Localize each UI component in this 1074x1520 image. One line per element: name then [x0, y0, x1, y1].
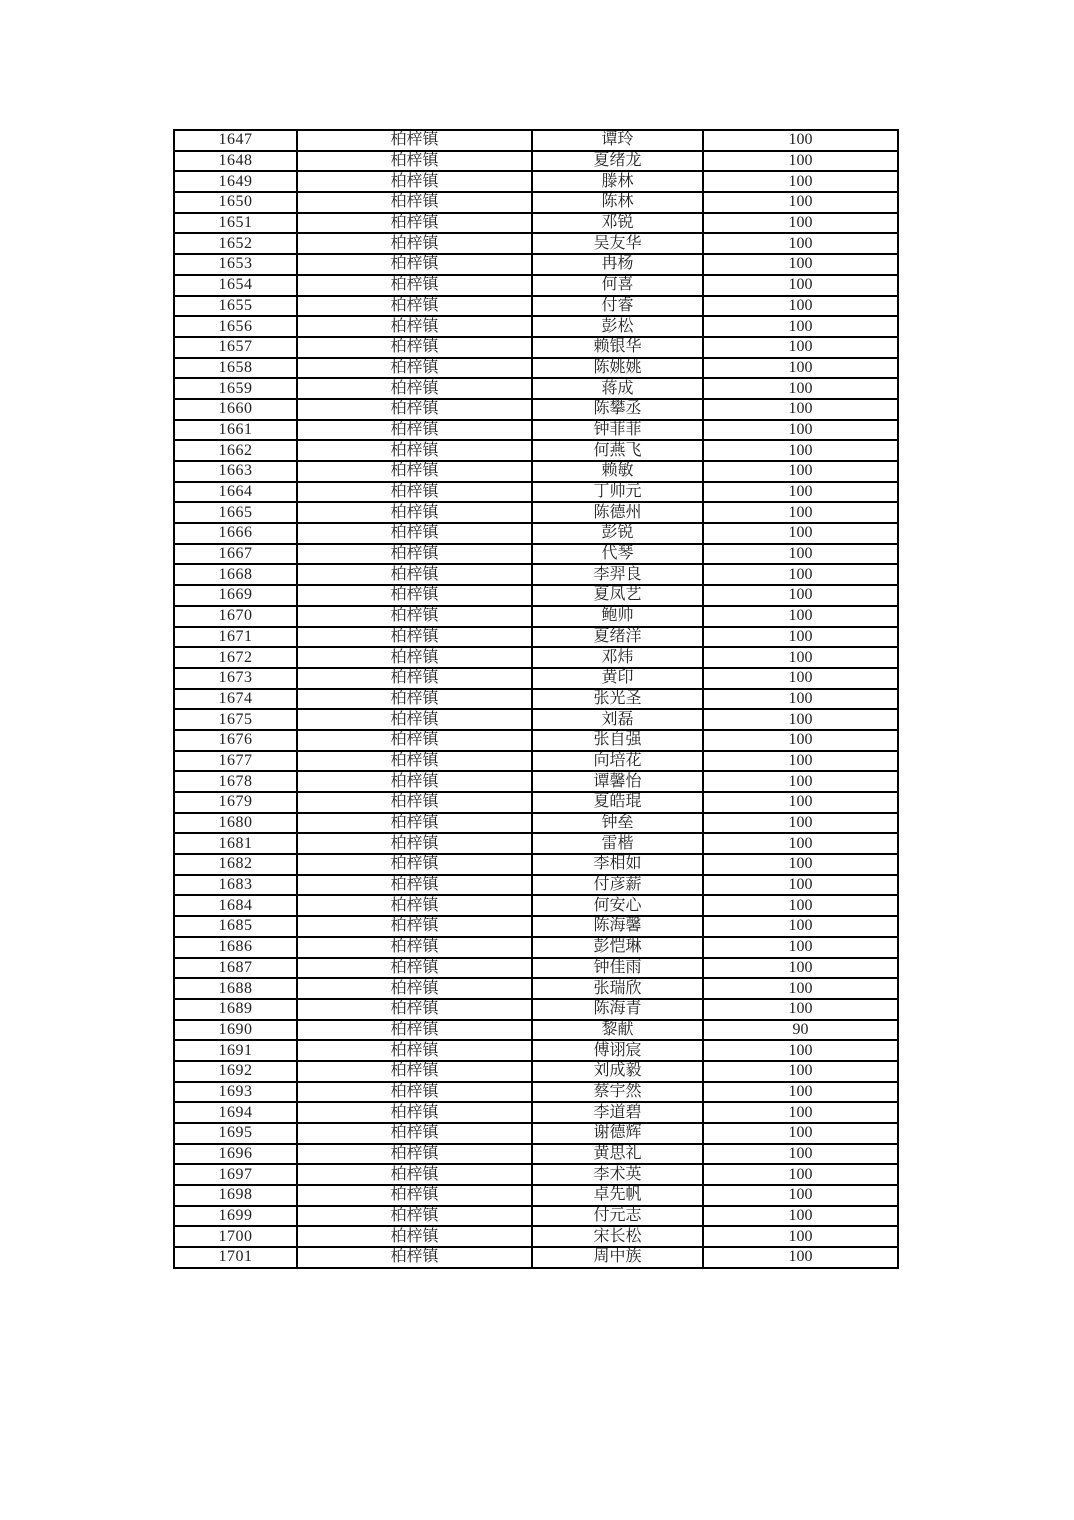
- name-cell: 邓锐: [532, 213, 703, 234]
- table-row: [174, 1164, 898, 1185]
- serial-cell: 1701: [174, 1247, 297, 1268]
- table-row: [174, 171, 898, 192]
- serial-cell: 1649: [174, 171, 297, 192]
- table-row: [174, 275, 898, 296]
- serial-cell: 1699: [174, 1206, 297, 1227]
- name-cell: 吴友华: [532, 233, 703, 254]
- serial-cell: 1658: [174, 358, 297, 379]
- name-cell: 滕林: [532, 171, 703, 192]
- score-cell: 100: [703, 647, 898, 668]
- name-cell: 陈林: [532, 192, 703, 213]
- town-cell: 柏梓镇: [297, 771, 532, 792]
- name-cell: 付睿: [532, 296, 703, 317]
- name-cell: 雷楷: [532, 833, 703, 854]
- name-cell: 李术英: [532, 1164, 703, 1185]
- serial-cell: 1676: [174, 730, 297, 751]
- score-cell: 100: [703, 151, 898, 172]
- score-cell: 100: [703, 1247, 898, 1268]
- serial-cell: 1653: [174, 254, 297, 275]
- table-row: [174, 254, 898, 275]
- table-row: [174, 647, 898, 668]
- name-cell: 宋长松: [532, 1226, 703, 1247]
- town-cell: 柏梓镇: [297, 937, 532, 958]
- serial-cell: 1683: [174, 875, 297, 896]
- name-cell: 钟菲菲: [532, 420, 703, 441]
- score-cell: 100: [703, 564, 898, 585]
- town-cell: 柏梓镇: [297, 1185, 532, 1206]
- table-row: [174, 482, 898, 503]
- table-row: [174, 771, 898, 792]
- town-cell: 柏梓镇: [297, 854, 532, 875]
- name-cell: 谭馨怡: [532, 771, 703, 792]
- table-row: [174, 502, 898, 523]
- score-cell: 100: [703, 1082, 898, 1103]
- serial-cell: 1673: [174, 668, 297, 689]
- table-row: [174, 399, 898, 420]
- town-cell: 柏梓镇: [297, 254, 532, 275]
- score-cell: 100: [703, 771, 898, 792]
- serial-cell: 1688: [174, 978, 297, 999]
- score-cell: 100: [703, 337, 898, 358]
- score-cell: 100: [703, 316, 898, 337]
- name-cell: 黎献: [532, 1020, 703, 1041]
- name-cell: 付彦薪: [532, 875, 703, 896]
- table-row: [174, 316, 898, 337]
- table-row: [174, 854, 898, 875]
- table-row: [174, 999, 898, 1020]
- score-cell: 100: [703, 813, 898, 834]
- score-cell: 100: [703, 461, 898, 482]
- serial-cell: 1687: [174, 958, 297, 979]
- name-cell: 陈攀丞: [532, 399, 703, 420]
- table-row: [174, 730, 898, 751]
- table-row: [174, 792, 898, 813]
- town-cell: 柏梓镇: [297, 895, 532, 916]
- score-cell: 100: [703, 668, 898, 689]
- serial-cell: 1668: [174, 564, 297, 585]
- table-row: [174, 978, 898, 999]
- score-cell: 100: [703, 854, 898, 875]
- name-cell: 彭恺琳: [532, 937, 703, 958]
- town-cell: 柏梓镇: [297, 585, 532, 606]
- serial-cell: 1670: [174, 606, 297, 627]
- town-cell: 柏梓镇: [297, 1226, 532, 1247]
- town-cell: 柏梓镇: [297, 813, 532, 834]
- table-row: [174, 420, 898, 441]
- table-row: [174, 1185, 898, 1206]
- serial-cell: 1686: [174, 937, 297, 958]
- name-cell: 向培花: [532, 751, 703, 772]
- table-row: [174, 564, 898, 585]
- town-cell: 柏梓镇: [297, 523, 532, 544]
- serial-cell: 1693: [174, 1082, 297, 1103]
- serial-cell: 1669: [174, 585, 297, 606]
- town-cell: 柏梓镇: [297, 751, 532, 772]
- score-cell: 100: [703, 1164, 898, 1185]
- name-cell: 刘成毅: [532, 1061, 703, 1082]
- name-cell: 夏绪龙: [532, 151, 703, 172]
- serial-cell: 1680: [174, 813, 297, 834]
- name-cell: 蔡宇然: [532, 1082, 703, 1103]
- town-cell: 柏梓镇: [297, 151, 532, 172]
- score-cell: 100: [703, 730, 898, 751]
- score-cell: 100: [703, 440, 898, 461]
- town-cell: 柏梓镇: [297, 399, 532, 420]
- table-row: [174, 1020, 898, 1041]
- serial-cell: 1692: [174, 1061, 297, 1082]
- serial-cell: 1700: [174, 1226, 297, 1247]
- name-cell: 卓先帆: [532, 1185, 703, 1206]
- town-cell: 柏梓镇: [297, 875, 532, 896]
- town-cell: 柏梓镇: [297, 1247, 532, 1268]
- score-cell: 100: [703, 420, 898, 441]
- town-cell: 柏梓镇: [297, 233, 532, 254]
- serial-cell: 1695: [174, 1123, 297, 1144]
- serial-cell: 1677: [174, 751, 297, 772]
- serial-cell: 1662: [174, 440, 297, 461]
- name-cell: 钟垒: [532, 813, 703, 834]
- town-cell: 柏梓镇: [297, 358, 532, 379]
- score-cell: 100: [703, 978, 898, 999]
- score-cell: 100: [703, 999, 898, 1020]
- name-cell: 冉杨: [532, 254, 703, 275]
- score-cell: 100: [703, 544, 898, 565]
- name-cell: 张瑞欣: [532, 978, 703, 999]
- table-row: [174, 606, 898, 627]
- score-cell: 100: [703, 296, 898, 317]
- name-cell: 李道碧: [532, 1102, 703, 1123]
- serial-cell: 1654: [174, 275, 297, 296]
- score-cell: 100: [703, 709, 898, 730]
- table-row: [174, 1247, 898, 1268]
- town-cell: 柏梓镇: [297, 564, 532, 585]
- serial-cell: 1674: [174, 689, 297, 710]
- serial-cell: 1672: [174, 647, 297, 668]
- serial-cell: 1651: [174, 213, 297, 234]
- name-cell: 陈姚姚: [532, 358, 703, 379]
- score-cell: 100: [703, 171, 898, 192]
- name-cell: 张自强: [532, 730, 703, 751]
- table-row: [174, 895, 898, 916]
- score-cell: 100: [703, 1206, 898, 1227]
- serial-cell: 1652: [174, 233, 297, 254]
- serial-cell: 1666: [174, 523, 297, 544]
- table-row: [174, 151, 898, 172]
- score-cell: 100: [703, 275, 898, 296]
- score-cell: 100: [703, 916, 898, 937]
- name-cell: 陈海青: [532, 999, 703, 1020]
- town-cell: 柏梓镇: [297, 378, 532, 399]
- town-cell: 柏梓镇: [297, 1040, 532, 1061]
- score-cell: 100: [703, 1185, 898, 1206]
- town-cell: 柏梓镇: [297, 502, 532, 523]
- serial-cell: 1696: [174, 1144, 297, 1165]
- name-cell: 邓炜: [532, 647, 703, 668]
- score-cell: 100: [703, 689, 898, 710]
- serial-cell: 1648: [174, 151, 297, 172]
- score-cell: 100: [703, 937, 898, 958]
- score-cell: 100: [703, 358, 898, 379]
- name-cell: 付元志: [532, 1206, 703, 1227]
- town-cell: 柏梓镇: [297, 1020, 532, 1041]
- score-cell: 100: [703, 606, 898, 627]
- score-cell: 100: [703, 1061, 898, 1082]
- town-cell: 柏梓镇: [297, 647, 532, 668]
- table-row: [174, 192, 898, 213]
- table-row: [174, 813, 898, 834]
- name-cell: 陈德州: [532, 502, 703, 523]
- name-cell: 周中族: [532, 1247, 703, 1268]
- name-cell: 黄思礼: [532, 1144, 703, 1165]
- name-cell: 夏凤艺: [532, 585, 703, 606]
- serial-cell: 1671: [174, 627, 297, 648]
- table-row: [174, 544, 898, 565]
- score-cell: 90: [703, 1020, 898, 1041]
- score-cell: 100: [703, 1040, 898, 1061]
- town-cell: 柏梓镇: [297, 130, 532, 151]
- town-cell: 柏梓镇: [297, 833, 532, 854]
- serial-cell: 1684: [174, 895, 297, 916]
- town-cell: 柏梓镇: [297, 1144, 532, 1165]
- score-cell: 100: [703, 523, 898, 544]
- table-row: [174, 627, 898, 648]
- score-cell: 100: [703, 958, 898, 979]
- serial-cell: 1689: [174, 999, 297, 1020]
- serial-cell: 1659: [174, 378, 297, 399]
- table-row: [174, 378, 898, 399]
- serial-cell: 1678: [174, 771, 297, 792]
- score-cell: 100: [703, 233, 898, 254]
- town-cell: 柏梓镇: [297, 440, 532, 461]
- name-cell: 傅诩宸: [532, 1040, 703, 1061]
- town-cell: 柏梓镇: [297, 1164, 532, 1185]
- name-cell: 钟佳雨: [532, 958, 703, 979]
- score-cell: 100: [703, 482, 898, 503]
- table-row: [174, 1040, 898, 1061]
- score-cell: 100: [703, 399, 898, 420]
- table-row: [174, 689, 898, 710]
- name-cell: 彭锐: [532, 523, 703, 544]
- town-cell: 柏梓镇: [297, 1102, 532, 1123]
- name-cell: 何喜: [532, 275, 703, 296]
- table-row: [174, 213, 898, 234]
- serial-cell: 1650: [174, 192, 297, 213]
- town-cell: 柏梓镇: [297, 213, 532, 234]
- score-cell: 100: [703, 627, 898, 648]
- town-cell: 柏梓镇: [297, 420, 532, 441]
- table-row: [174, 937, 898, 958]
- town-cell: 柏梓镇: [297, 192, 532, 213]
- town-cell: 柏梓镇: [297, 1123, 532, 1144]
- name-cell: 谭玲: [532, 130, 703, 151]
- name-cell: 鲍帅: [532, 606, 703, 627]
- name-cell: 赖银华: [532, 337, 703, 358]
- table-row: [174, 751, 898, 772]
- serial-cell: 1682: [174, 854, 297, 875]
- serial-cell: 1657: [174, 337, 297, 358]
- score-cell: 100: [703, 833, 898, 854]
- town-cell: 柏梓镇: [297, 1206, 532, 1227]
- score-cell: 100: [703, 751, 898, 772]
- town-cell: 柏梓镇: [297, 275, 532, 296]
- name-cell: 代琴: [532, 544, 703, 565]
- table-row: [174, 337, 898, 358]
- table-row: [174, 1061, 898, 1082]
- score-cell: 100: [703, 875, 898, 896]
- score-table: [173, 129, 899, 1269]
- town-cell: 柏梓镇: [297, 337, 532, 358]
- town-cell: 柏梓镇: [297, 999, 532, 1020]
- table-row: [174, 875, 898, 896]
- table-row: [174, 233, 898, 254]
- serial-cell: 1694: [174, 1102, 297, 1123]
- serial-cell: 1664: [174, 482, 297, 503]
- town-cell: 柏梓镇: [297, 689, 532, 710]
- table-row: [174, 1082, 898, 1103]
- town-cell: 柏梓镇: [297, 606, 532, 627]
- name-cell: 李羿良: [532, 564, 703, 585]
- score-cell: 100: [703, 1144, 898, 1165]
- score-cell: 100: [703, 130, 898, 151]
- score-cell: 100: [703, 1226, 898, 1247]
- table-row: [174, 358, 898, 379]
- table-row: [174, 709, 898, 730]
- table-row: [174, 296, 898, 317]
- name-cell: 谢德辉: [532, 1123, 703, 1144]
- town-cell: 柏梓镇: [297, 1061, 532, 1082]
- serial-cell: 1679: [174, 792, 297, 813]
- serial-cell: 1697: [174, 1164, 297, 1185]
- name-cell: 何燕飞: [532, 440, 703, 461]
- score-cell: 100: [703, 895, 898, 916]
- score-cell: 100: [703, 378, 898, 399]
- score-cell: 100: [703, 585, 898, 606]
- town-cell: 柏梓镇: [297, 668, 532, 689]
- town-cell: 柏梓镇: [297, 709, 532, 730]
- score-cell: 100: [703, 192, 898, 213]
- town-cell: 柏梓镇: [297, 792, 532, 813]
- name-cell: 夏皓琨: [532, 792, 703, 813]
- serial-cell: 1685: [174, 916, 297, 937]
- town-cell: 柏梓镇: [297, 316, 532, 337]
- name-cell: 夏绪洋: [532, 627, 703, 648]
- town-cell: 柏梓镇: [297, 544, 532, 565]
- name-cell: 黄印: [532, 668, 703, 689]
- table-row: [174, 833, 898, 854]
- serial-cell: 1660: [174, 399, 297, 420]
- serial-cell: 1655: [174, 296, 297, 317]
- table-row: [174, 461, 898, 482]
- serial-cell: 1656: [174, 316, 297, 337]
- table-row: [174, 958, 898, 979]
- serial-cell: 1661: [174, 420, 297, 441]
- town-cell: 柏梓镇: [297, 461, 532, 482]
- name-cell: 刘磊: [532, 709, 703, 730]
- table-row: [174, 130, 898, 151]
- serial-cell: 1698: [174, 1185, 297, 1206]
- score-cell: 100: [703, 254, 898, 275]
- name-cell: 张光圣: [532, 689, 703, 710]
- name-cell: 赖敏: [532, 461, 703, 482]
- serial-cell: 1675: [174, 709, 297, 730]
- table-row: [174, 916, 898, 937]
- name-cell: 何安心: [532, 895, 703, 916]
- name-cell: 彭松: [532, 316, 703, 337]
- town-cell: 柏梓镇: [297, 978, 532, 999]
- table-row: [174, 1144, 898, 1165]
- score-cell: 100: [703, 213, 898, 234]
- name-cell: 丁帅元: [532, 482, 703, 503]
- table-row: [174, 1206, 898, 1227]
- town-cell: 柏梓镇: [297, 296, 532, 317]
- table-row: [174, 1123, 898, 1144]
- serial-cell: 1690: [174, 1020, 297, 1041]
- town-cell: 柏梓镇: [297, 958, 532, 979]
- score-cell: 100: [703, 502, 898, 523]
- name-cell: 李相如: [532, 854, 703, 875]
- serial-cell: 1691: [174, 1040, 297, 1061]
- score-table-body: [174, 130, 898, 1268]
- town-cell: 柏梓镇: [297, 730, 532, 751]
- town-cell: 柏梓镇: [297, 171, 532, 192]
- table-row: [174, 668, 898, 689]
- score-cell: 100: [703, 1102, 898, 1123]
- town-cell: 柏梓镇: [297, 916, 532, 937]
- serial-cell: 1681: [174, 833, 297, 854]
- table-row: [174, 1102, 898, 1123]
- town-cell: 柏梓镇: [297, 482, 532, 503]
- score-cell: 100: [703, 792, 898, 813]
- serial-cell: 1665: [174, 502, 297, 523]
- name-cell: 蒋成: [532, 378, 703, 399]
- table-row: [174, 1226, 898, 1247]
- serial-cell: 1647: [174, 130, 297, 151]
- table-row: [174, 440, 898, 461]
- table-row: [174, 585, 898, 606]
- serial-cell: 1663: [174, 461, 297, 482]
- serial-cell: 1667: [174, 544, 297, 565]
- name-cell: 陈海馨: [532, 916, 703, 937]
- town-cell: 柏梓镇: [297, 1082, 532, 1103]
- town-cell: 柏梓镇: [297, 627, 532, 648]
- score-cell: 100: [703, 1123, 898, 1144]
- table-row: [174, 523, 898, 544]
